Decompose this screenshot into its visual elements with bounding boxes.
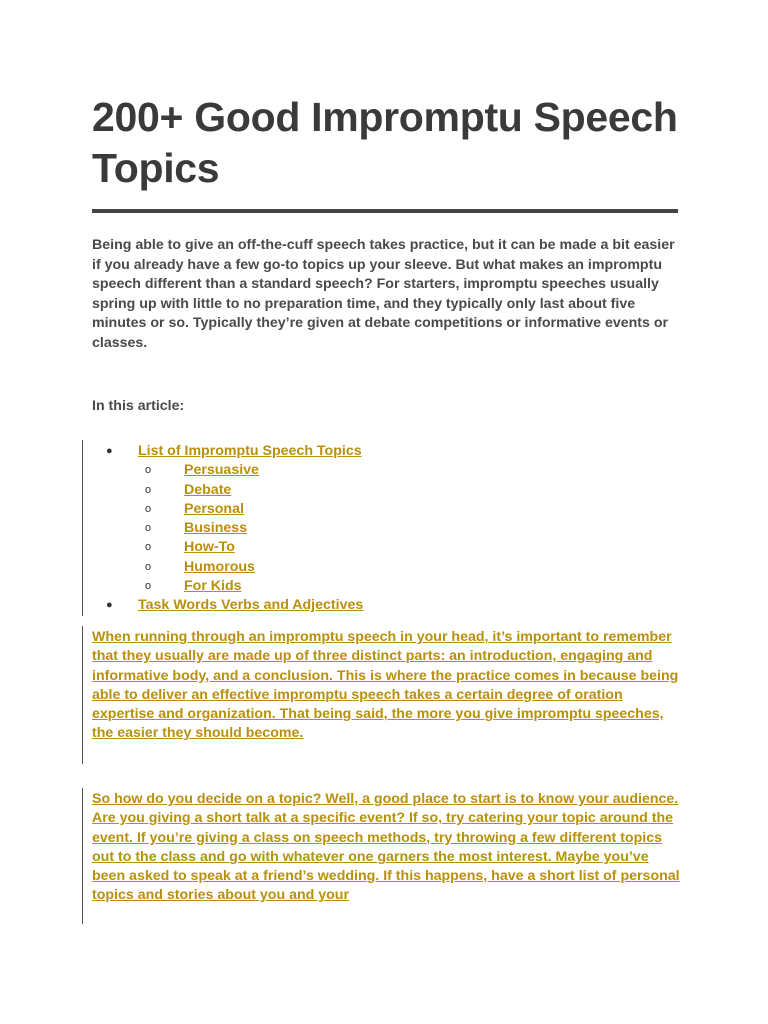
circle-bullet-icon: o bbox=[145, 580, 152, 593]
toc-subitem bbox=[92, 519, 678, 538]
toc-subitem bbox=[92, 481, 678, 500]
toc-item bbox=[92, 596, 678, 615]
circle-bullet-icon: o bbox=[145, 560, 152, 573]
toc-subitem bbox=[92, 461, 678, 480]
toc-link-business[interactable]: Business bbox=[184, 520, 248, 537]
intro-paragraph: Being able to give an off-the-cuff speech takes practice, but it can be made a bit easier if you already have a few go-to topics up your sleeve. But what makes an impromptu speech different than a standard speech? For starters, impromptu speeches usually spring up with little to no preparation time, and they typically only last about five minutes or so. Typically they’re given at debate competitions or informative events or classes. bbox=[92, 237, 675, 351]
circle-bullet-icon: o bbox=[145, 502, 152, 515]
toc-left-border bbox=[82, 440, 83, 616]
toc-link-how-to[interactable]: How-To bbox=[184, 539, 235, 556]
body-paragraph-2[interactable]: So how do you decide on a topic? Well, a good place to start is to know your audience. Are you giving a short talk at a specific event? If so, try catering your topic around the event. If you’re giving a class on speech methods, try throwing a few different topics out to the class and go with whatever one garners the most interest. Maybe you’ve been asked to speak at a friend’s wedding. If this happens, have a short list of personal topics and stories about you and your bbox=[92, 791, 680, 904]
toc-subitem bbox=[92, 577, 678, 596]
toc-link-humorous[interactable]: Humorous bbox=[184, 558, 255, 575]
circle-bullet-icon: o bbox=[145, 483, 152, 496]
toc-link-personal[interactable]: Personal bbox=[184, 500, 244, 517]
bullet-icon: ● bbox=[106, 445, 113, 457]
bullet-icon: ● bbox=[106, 599, 113, 612]
circle-bullet-icon: o bbox=[145, 522, 152, 535]
toc-link-task-words[interactable]: Task Words Verbs and Adjectives bbox=[138, 597, 364, 614]
toc-link-list-of-topics[interactable]: List of Impromptu Speech Topics bbox=[138, 443, 362, 459]
page-title: 200+ Good Impromptu Speech Topics bbox=[92, 94, 678, 191]
paragraph-left-border bbox=[82, 788, 83, 924]
body-paragraph-1[interactable]: When running through an impromptu speech in your head, it’s important to remember that they usually are made up of three distinct parts: an introduction, engaging and informative body, and a conclusion. This is where the practice comes in because being able to deliver an effective impromptu speech takes a certain degree of oration expertise and organization. That being said, the more you give impromptu speeches, the easier they should become. bbox=[92, 629, 679, 742]
toc-item bbox=[92, 442, 678, 461]
circle-bullet-icon: o bbox=[145, 464, 152, 477]
toc-subitem bbox=[92, 558, 678, 577]
title-divider bbox=[92, 209, 678, 213]
toc-subitem bbox=[92, 500, 678, 519]
table-of-contents bbox=[92, 442, 678, 616]
toc-link-debate[interactable]: Debate bbox=[184, 481, 232, 498]
circle-bullet-icon: o bbox=[145, 541, 152, 554]
in-this-article-label: In this article: bbox=[92, 398, 185, 414]
paragraph-left-border bbox=[82, 626, 83, 764]
toc-link-for-kids[interactable]: For Kids bbox=[184, 578, 242, 595]
toc-subitem bbox=[92, 538, 678, 557]
toc-link-persuasive[interactable]: Persuasive bbox=[184, 462, 259, 479]
